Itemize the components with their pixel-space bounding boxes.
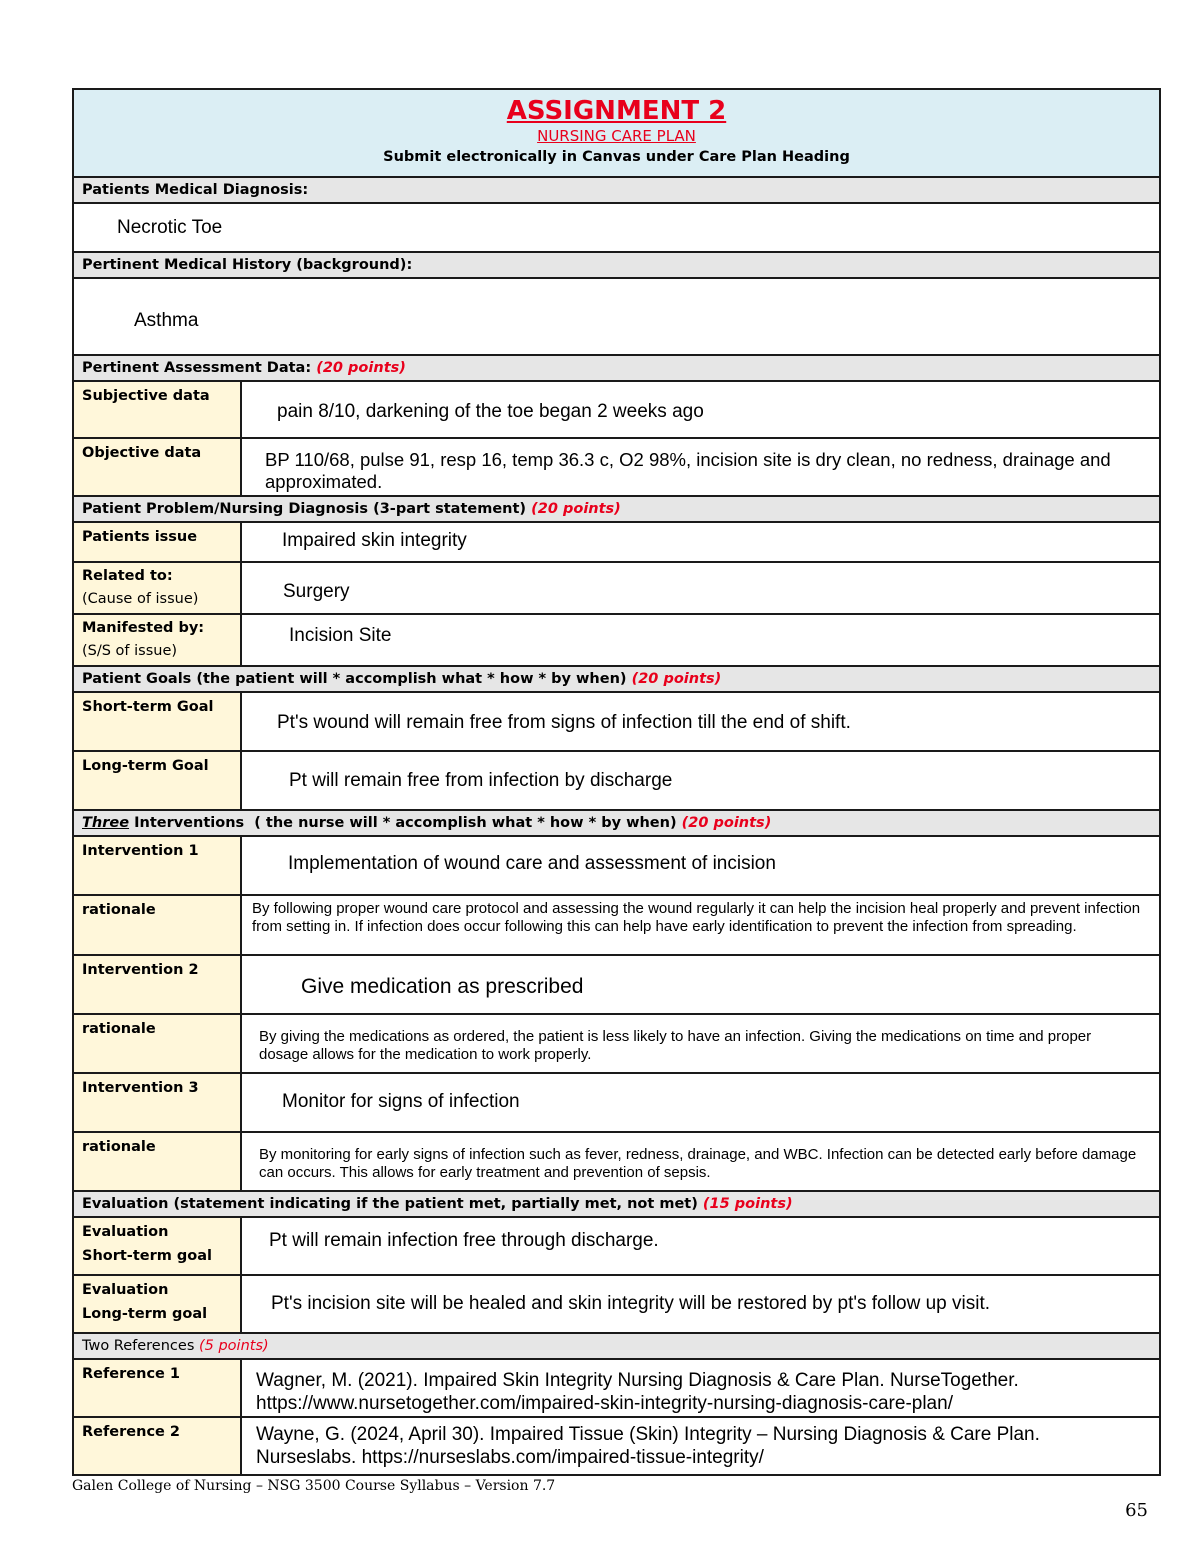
short-goal-value: Pt's wound will remain free from signs of infection till the end of shift.	[277, 712, 851, 733]
reference-1-label: Reference 1	[73, 1359, 241, 1417]
related-value: Surgery	[283, 581, 350, 602]
intervention-2-row	[73, 955, 1160, 1014]
long-goal-value: Pt will remain free from infection by discharge	[289, 770, 673, 791]
evaluation-label: Evaluation (statement indicating if the patient met, partially met, not met)	[82, 1196, 698, 1212]
interventions-label-emphasis: Three	[82, 815, 130, 831]
intervention-1-label: Intervention 1	[73, 836, 241, 895]
short-goal-row	[73, 692, 1160, 751]
reference-2-row	[73, 1417, 1160, 1475]
subjective-row	[73, 381, 1160, 438]
short-goal-label: Short-term Goal	[73, 692, 241, 751]
rationale-2-row	[73, 1014, 1160, 1073]
medical-diagnosis-row	[73, 203, 1160, 252]
diagnosis-header-row	[73, 496, 1160, 522]
evaluation-header-row	[73, 1191, 1160, 1217]
interventions-header-row	[73, 810, 1160, 836]
rationale-1-value: By following proper wound care protocol and assessing the wound regularly it can help the incision heal properly and prevent infection from setting in. If infection does occur following this can help have early identification to prevent the infection from spreading.	[252, 900, 1141, 935]
reference-2-value: Wayne, G. (2024, April 30). Impaired Tissue (Skin) Integrity – Nursing Diagnosis & Care Plan. Nurseslabs. https://nurseslabs.com/impaired-tissue-integrity/	[256, 1424, 1040, 1468]
issue-label: Patients issue	[73, 522, 241, 562]
goals-label: Patient Goals (the patient will * accomplish what * how * by when)	[82, 671, 627, 687]
medical-history-value: Asthma	[134, 310, 199, 331]
evaluation-points: (15 points)	[702, 1196, 793, 1212]
intervention-3-value: Monitor for signs of infection	[282, 1091, 520, 1112]
eval-short-row	[73, 1217, 1160, 1275]
intervention-1-value: Implementation of wound care and assessment of incision	[288, 853, 776, 874]
rationale-1-label: rationale	[73, 895, 241, 955]
header-cell	[73, 89, 1160, 177]
eval-short-label-1: Evaluation	[82, 1224, 169, 1240]
intervention-2-value: Give medication as prescribed	[301, 975, 584, 998]
medical-history-label: Pertinent Medical History (background):	[73, 252, 1160, 278]
rationale-2-value: By giving the medications as ordered, the patient is less likely to have an infection. Giving the medications on time and proper dosage allows for the medication to work properly.	[259, 1028, 1092, 1063]
reference-2-label: Reference 2	[73, 1417, 241, 1475]
medical-diagnosis-label: Patients Medical Diagnosis:	[73, 177, 1160, 203]
intervention-3-label: Intervention 3	[73, 1073, 241, 1132]
issue-value: Impaired skin integrity	[282, 530, 467, 551]
interventions-points: (20 points)	[681, 815, 772, 831]
issue-row	[73, 522, 1160, 562]
interventions-header	[73, 810, 1160, 836]
related-label-1: Related to:	[82, 568, 173, 584]
rationale-2-label: rationale	[73, 1014, 241, 1073]
references-label: Two References	[82, 1338, 195, 1354]
rationale-3-label: rationale	[73, 1132, 241, 1191]
page-footer: Galen College of Nursing – NSG 3500 Course Syllabus – Version 7.7	[72, 1478, 556, 1494]
evaluation-header	[73, 1191, 1160, 1217]
manifested-row	[73, 614, 1160, 666]
related-label-2: (Cause of issue)	[82, 591, 199, 607]
rationale-1-row	[73, 895, 1160, 955]
assignment-title: ASSIGNMENT 2	[506, 96, 727, 126]
rationale-3-row	[73, 1132, 1160, 1191]
assessment-header-row	[73, 355, 1160, 381]
subjective-label: Subjective data	[73, 381, 241, 438]
objective-row	[73, 438, 1160, 496]
reference-1-value: Wagner, M. (2021). Impaired Skin Integrity Nursing Diagnosis & Care Plan. NurseTogether. https://www.nursetogether.com/impaired-skin-integrity-nursing-diagnosis-care-plan/	[256, 1370, 1019, 1414]
long-goal-label: Long-term Goal	[73, 751, 241, 810]
medical-diagnosis-value: Necrotic Toe	[117, 217, 223, 238]
objective-label: Objective data	[73, 438, 241, 496]
goals-header-row	[73, 666, 1160, 692]
related-row	[73, 562, 1160, 614]
goals-points: (20 points)	[631, 671, 722, 687]
medical-history-header-row	[73, 252, 1160, 278]
page-number: 65	[1125, 1500, 1148, 1521]
eval-long-label-1: Evaluation	[82, 1282, 169, 1298]
assessment-label: Pertinent Assessment Data:	[82, 360, 312, 376]
intervention-1-row	[73, 836, 1160, 895]
eval-long-value: Pt's incision site will be healed and skin integrity will be restored by pt's follow up visit.	[271, 1293, 991, 1314]
eval-long-row	[73, 1275, 1160, 1333]
goals-header	[73, 666, 1160, 692]
manifested-label-2: (S/S of issue)	[82, 643, 178, 659]
eval-short-label-2: Short-term goal	[82, 1248, 212, 1264]
header-row	[73, 89, 1160, 177]
subjective-value: pain 8/10, darkening of the toe began 2 weeks ago	[277, 401, 704, 422]
intervention-3-row	[73, 1073, 1160, 1132]
references-header	[73, 1333, 1160, 1359]
assignment-subtitle: NURSING CARE PLAN	[537, 127, 696, 145]
manifested-label-1: Manifested by:	[82, 620, 205, 636]
objective-value: BP 110/68, pulse 91, resp 16, temp 36.3 c, O2 98%, incision site is dry clean, no redness, drainage and approximated.	[265, 449, 1111, 492]
diagnosis-label: Patient Problem/Nursing Diagnosis (3-part statement)	[82, 501, 527, 517]
medical-diagnosis-header-row	[73, 177, 1160, 203]
references-header-row	[73, 1333, 1160, 1359]
diagnosis-points: (20 points)	[531, 501, 621, 517]
medical-history-row	[73, 278, 1160, 355]
assessment-header	[73, 355, 1160, 381]
diagnosis-header	[73, 496, 1160, 522]
long-goal-row	[73, 751, 1160, 810]
rationale-3-value: By monitoring for early signs of infection such as fever, redness, drainage, and WBC. Infection can be detected early before damage can occurs. This allows for early treatment and prevention of sepsis.	[259, 1146, 1137, 1181]
intervention-2-label: Intervention 2	[73, 955, 241, 1014]
care-plan-table	[72, 88, 1161, 1476]
reference-1-row	[73, 1359, 1160, 1417]
assessment-points: (20 points)	[316, 360, 406, 376]
eval-short-value: Pt will remain infection free through discharge.	[269, 1230, 659, 1251]
interventions-label: Interventions ( the nurse will * accomplish what * how * by when)	[129, 815, 677, 831]
references-points: (5 points)	[198, 1338, 269, 1354]
eval-long-label-2: Long-term goal	[82, 1306, 208, 1322]
submission-instruction: Submit electronically in Canvas under Care Plan Heading	[383, 149, 850, 165]
manifested-value: Incision Site	[289, 625, 392, 646]
